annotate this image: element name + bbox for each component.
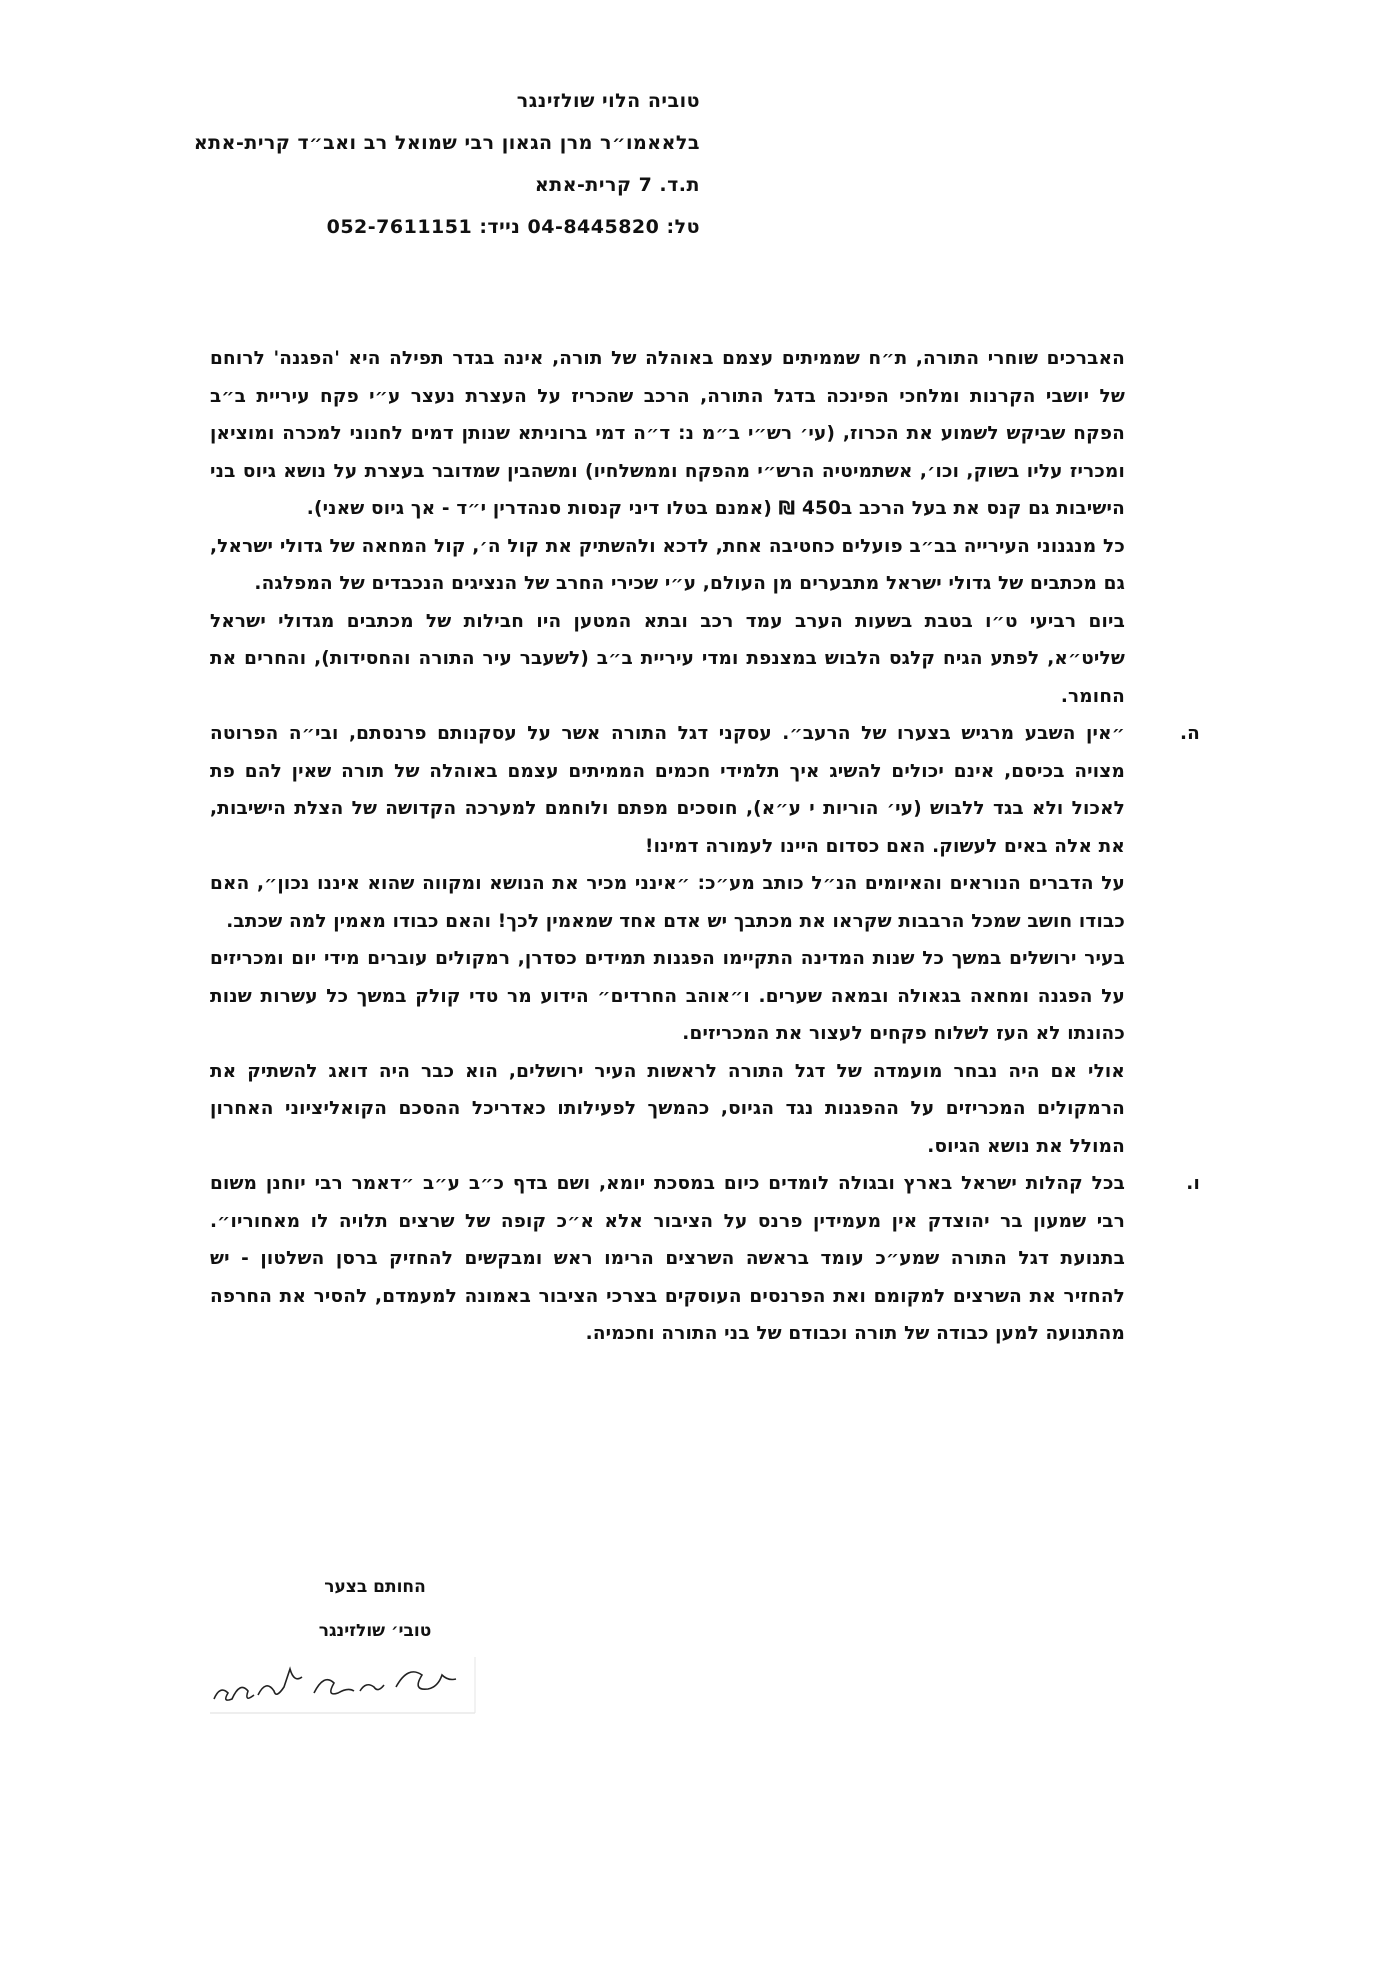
- sender-phone: טל: 04-8445820 נייד: 052-7611151: [326, 216, 700, 238]
- list-item-v: [210, 1165, 1200, 1353]
- sender-address: ת.ד. 7 קרית-אתא: [534, 174, 700, 196]
- sender-affiliation: בלאאמו״ר מרן הגאון רבי שמואל רב ואב״ד קרית-אתא: [193, 132, 700, 154]
- paragraph: כל מנגנוני העירייה בב״ב פועלים כחטיבה אחת, לדכא ולהשתיק את קול ה׳, קול המחאה של גדולי ישראל, גם מכתבים של גדולי ישראל מתבערים מן העולם, ע״י שכירי החרב של הנציגים הנכבדים של המפלגה.: [210, 535, 1125, 594]
- paragraph: האברכים שוחרי התורה, ת״ח שממיתים עצמם באוהלה של תורה, אינה בגדר תפילה היא 'הפגנה' לרוחם של יושבי הקרנות ומלחכי הפינכה בדגל התורה, הרכב שהכריז על העצרת נעצר ע״י פקח עיריית ב״ב הפקח שביקש לשמוע את הכרוז, (עי׳ רש״י ב״מ נ: ד״ה דמי ברוניתא שנותן דמים לחנוני למכרה ומוציאן ומכריז עליו בשוק, וכו׳, אשתמיטיה הרש״י מהפקח וממשלחיו) ומשהבין שמדובר בעצרת על נושא גיוס בני הישיבות גם קנס את בעל הרכב ב450 ₪ (אמנם בטלו דיני קנסות סנהדרין י״ד - אך גיוס שאני).: [210, 348, 1125, 519]
- sender-name: טוביה הלוי שולזינגר: [516, 90, 700, 112]
- item-number: ו.: [1186, 1173, 1200, 1194]
- paragraph: בעיר ירושלים במשך כל שנות המדינה התקיימו הפגנות תמידים כסדרן, רמקולים עוברים מידי יום ומכריזים על הפגנה ומחאה בגאולה ובמאה שערים. ו״אוהב החרדים״ הידוע מר טדי קולק במשך כל עשרות שנות כהונתו לא העז לשלוח פקחים לעצור את המכריזים.: [210, 948, 1125, 1044]
- paragraph: ביום רביעי ט״ו בטבת בשעות הערב עמד רכב ובתא המטען היו חבילות של מכתבים מגדולי ישראל שליט״א, לפתע הגיח קלגס הלבוש במצנפת ומדי עיריית ב״ב (לשעבר עיר התורה והחסידות), והחרים את החומר.: [210, 610, 1125, 707]
- letterhead: [100, 80, 700, 248]
- paragraph: בכל קהלות ישראל בארץ ובגולה לומדים כיום במסכת יומא, ושם בדף כ״ב ע״ב ״דאמר רבי יוחנן משום רבי שמעון בר יהוצדק אין מעמידין פרנס על הציבור אלא א״כ קופה של שרצים תלויה לו מאחוריו״. בתנועת דגל התורה שמע״כ עומד בראשה השרצים הרימו ראש ומבקשים להחזיק ברסן השלטון - יש להחזיר את השרצים למקומם ואת הפרנסים העוסקים בצרכי הציבור באמונה למעמדם, להסיר את החרפה מהתנועה למען כבודה של תורה וכבודם של בני התורה וחכמיה.: [210, 1173, 1125, 1344]
- closing-line: החותם בצער: [324, 1577, 426, 1597]
- letter-body: [210, 340, 1200, 1353]
- item-number: ה.: [1179, 723, 1200, 744]
- paragraph: ״אין השבע מרגיש בצערו של הרעב״. עסקני דגל התורה אשר על עסקנותם פרנסתם, ובי״ה הפרוטה מצויה בכיסם, אינם יכולים להשיג איך תלמידי חכמים הממיתים עצמם באוהלה של תורה שאין להם פת לאכול ולא בגד ללבוש (עי׳ הוריות י ע״א), חוסכים מפתם ולוחמם למערכה הקדושה של הצלת הישיבות, את אלה באים לעשוק. האם כסדום היינו לעמורה דמינו!: [210, 723, 1125, 857]
- handwritten-signature: [210, 1655, 480, 1717]
- list-item-h: [210, 715, 1200, 1165]
- signer-name: טובי׳ שולזינגר: [318, 1621, 432, 1641]
- paragraph: על הדברים הנוראים והאיומים הנ״ל כותב מע״כ: ״אינני מכיר את הנושא ומקווה שהוא איננו נכון״, האם כבודו חושב שמכל הרבבות שקראו את מכתבך יש אדם אחד שמאמין לכך! והאם כבודו מאמין למה שכתב.: [210, 873, 1125, 932]
- paragraph: אולי אם היה נבחר מועמדה של דגל התורה לראשות העיר ירושלים, הוא כבר היה דואג להשתיק את הרמקולים המכריזים על ההפגנות נגד הגיוס, כהמשך לפעילותו כאדריכל ההסכם הקואליציוני האחרון המולל את נושא הגיוס.: [210, 1060, 1125, 1157]
- signature-block: [210, 1565, 480, 1717]
